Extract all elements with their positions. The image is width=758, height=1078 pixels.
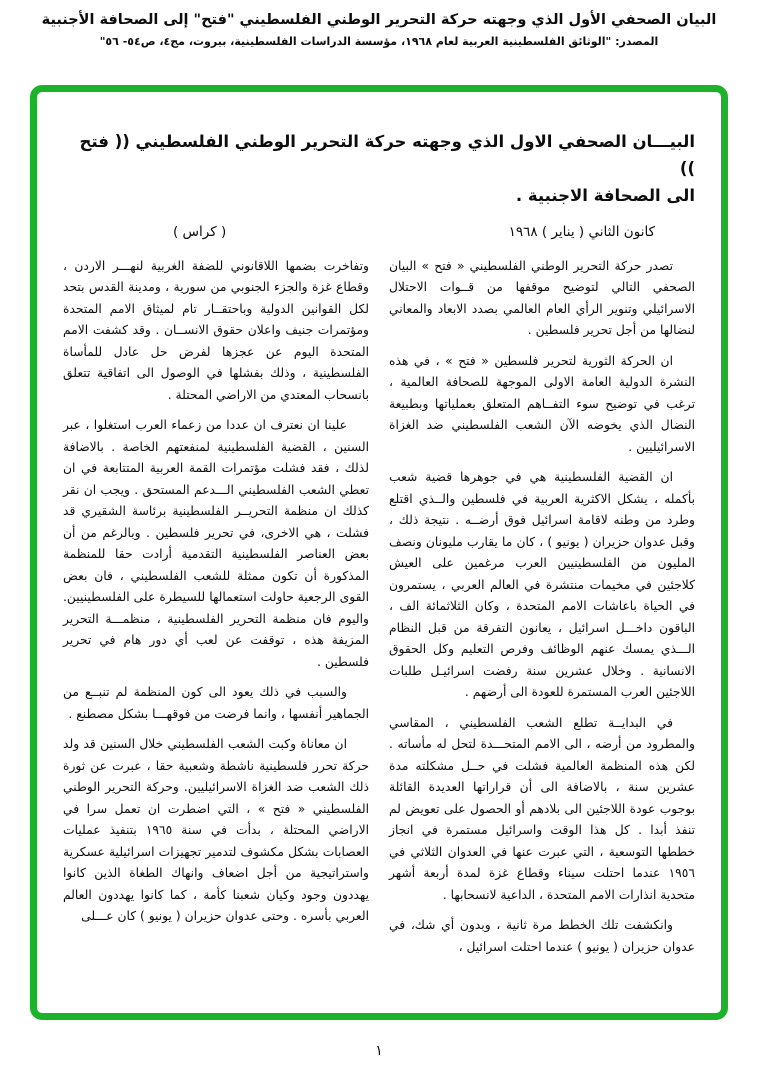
left-column: [63, 256, 369, 968]
green-border-frame: [30, 85, 728, 1020]
date-line: كانون الثاني ( يناير ) ١٩٦٨: [508, 223, 655, 240]
paragraph: علينا ان نعترف ان عددا من زعماء العرب استغلوا ، عبر السنين ، القضية الفلسطينية لمنفعتهم الخاصة . بالاضافة لذلك ، فقد فشلت مؤتمرات القمة العربية المتتابعة في ان تعطي الشعب الفلسطيني الـــدعم المستحق . ويجب ان نقر كذلك ان منظمة التحريــر الفلسطينية برئاسة الشقيري قد فشلت ، هي الاخرى، في تحرير فلسطين . وبالرغم من أن بعض العناصر الفلسطينية التقدمية أرادت حقا للمنظمة المذكورة أن تكون ممثلة للشعب الفلسطيني ، فان بعض القوى الرجعية حاولت استعمالها للسيطرة على الفلسطينيين. واليوم فان منظمة التحرير الفلسطينية ، منظمـــة التحرير المزيفة هذه ، توقفت عن لعب أي دور هام في تحرير فلسطين .: [63, 418, 369, 669]
paragraph: تصدر حركة التحرير الوطني الفلسطيني « فتح » البيان الصحفي التالي لتوضيح موقفها من قــوات الاحتلال الاسرائيلي وتنوير الرأي العام العالمي بصدد الابعاد والمعاني لنضالها من أجل تحرير فلسطين .: [389, 258, 695, 338]
meta-row: [63, 224, 695, 240]
page-header: [0, 0, 758, 48]
document-title-line1: البيـــان الصحفي الاول الذي وجهته حركة التحرير الوطني الفلسطيني (( فتح )): [79, 132, 695, 179]
header-source-line: المصدر: "الوثائق الفلسطينية العربية لعام ١٩٦٨، مؤسسة الدراسات الفلسطينية، بيروت، مج٤، ص٥٤- ٥٦": [99, 34, 659, 48]
paragraph: ان معاناة وكبت الشعب الفلسطيني خلال السنين قد ولد حركة تحرر فلسطينية ناشطة وشعبية حقا ، عبرت عن ثورة ذلك الشعب ضد الغزاة الاسرائيليين. وحركة التحرير الوطني الفلسطيني « فتح » ، التي اضطرت ان تعمل سرا في الاراضي المحتلة ، بدأت في سنة ١٩٦٥ بتنفيذ عمليات العصابات بشكل مكشوف لتدمير تجهيزات اسرائيلية عسكرية واستراتيجية من أجل اضعاف وانهاك الطغاة الذين كانوا يهددون وجود وكيان شعبنا كأمة ، كما كانوا يهددون العالم العربي بأسره . وحتى عدوان حزيران ( يونيو ) كان عـــلى: [63, 737, 369, 924]
paragraph: والسبب في ذلك يعود الى كون المنظمة لم تنبــع من الجماهير أنفسها ، وانما فرضت من فوقهـــا بشكل مصطنع .: [63, 685, 369, 721]
right-column: [389, 256, 695, 968]
paragraph: وتفاخرت بضمها اللاقانوني للضفة الغربية لنهـــر الاردن ، وقطاع غزة والجزء الجنوبي من سورية ، ومدينة القدس بتحد لكل القوانين الدولية وباحتقــار تام لميثاق الامم المتحدة ومؤتمرات جنيف واعلان حقوق الانســان . وقد كشفت الامم المتحدة اليوم عن عجزها لفرض حل عادل للمأساة الفلسطينية ، وذلك بفشلها في الوصول الى اتفاقية تتعلق بانسحاب المعتدي من الاراضي المحتلة .: [63, 258, 369, 402]
paragraph: وانكشفت تلك الخطط مرة ثانية ، وبدون أي شك، في عدوان حزيران ( يونيو ) عندما احتلت اسرائيل ،: [389, 918, 695, 954]
page-number: ١: [375, 1043, 383, 1059]
document-title: [63, 128, 695, 210]
paragraph: ان القضية الفلسطينية هي في جوهرها قضية شعب بأكمله ، يشكل الاكثرية العربية في فلسطين والــذي اقتلع وطرد من وطنه لاقامة اسرائيل فوق أرضــه . نتيجة ذلك ، وقبل عدوان حزيران ( يونيو ) ، كان ما يقارب مليونان ونصف المليون من الفلسطينيين العرب مرغمين على العيش كلاجئين في مخيمات منتشرة في العالم العربي ، يستمرون في الحياة باعاشات الامم المتحدة ، وكان الثلاثمائة الف ، الباقون داخـــل اسرائيل ، يعانون التفرقة من قبل النظام الـــذي يمسك عنهم الوظائف وفرص التعليم وكل الحقوق الانسانية . وخلال عشرين سنة رفضت اسرائيـل طلبات اللاجئين العرب المستمرة للعودة الى أرضهم .: [389, 470, 695, 700]
document-title-line2: الى الصحافة الاجنبية .: [515, 186, 695, 206]
format-note: ( كراس ): [173, 223, 227, 240]
body-columns: [63, 256, 695, 968]
paragraph: ان الحركة الثورية لتحرير فلسطين « فتح » ، في هذه النشرة الدولية العامة الاولى الموجهة للصحافة العالمية ، ترغب في توضيح سوء التفــاهم المتعلق بعملياتها وبطبيعة النضال الذي يخوضه الآن الشعب الفلسطيني ضد الغزاة الاسرائيليين .: [389, 353, 695, 454]
paragraph: في البدايــة تطلع الشعب الفلسطيني ، المقاسي والمطرود من أرضه ، الى الامم المتحـــدة لتحل له مأساته . لكن هذه المنظمة العالمية فشلت في حــل مشكلته مدة عشرين سنة ، بالاضافة الى أن قراراتها العديدة القائلة بوجوب عودة اللاجئين الى بلادهم أو الحصول على تعويض لم تنفذ أبدا . كل هذا الوقت واسرائيل مستمرة في انجاز خططها التوسعية ، التي عبرت عنها في العدوان الثلاثي في ١٩٥٦ عندما احتلت سيناء وقطاع غزة لمدة أربعة أشهر متحدية انذارات الامم المتحدة ، الداعية لانسحابها .: [389, 715, 695, 902]
header-title: البيان الصحفي الأول الذي وجهته حركة التحرير الوطني الفلسطيني "فتح" إلى الصحافة الأجنبية: [41, 12, 717, 28]
